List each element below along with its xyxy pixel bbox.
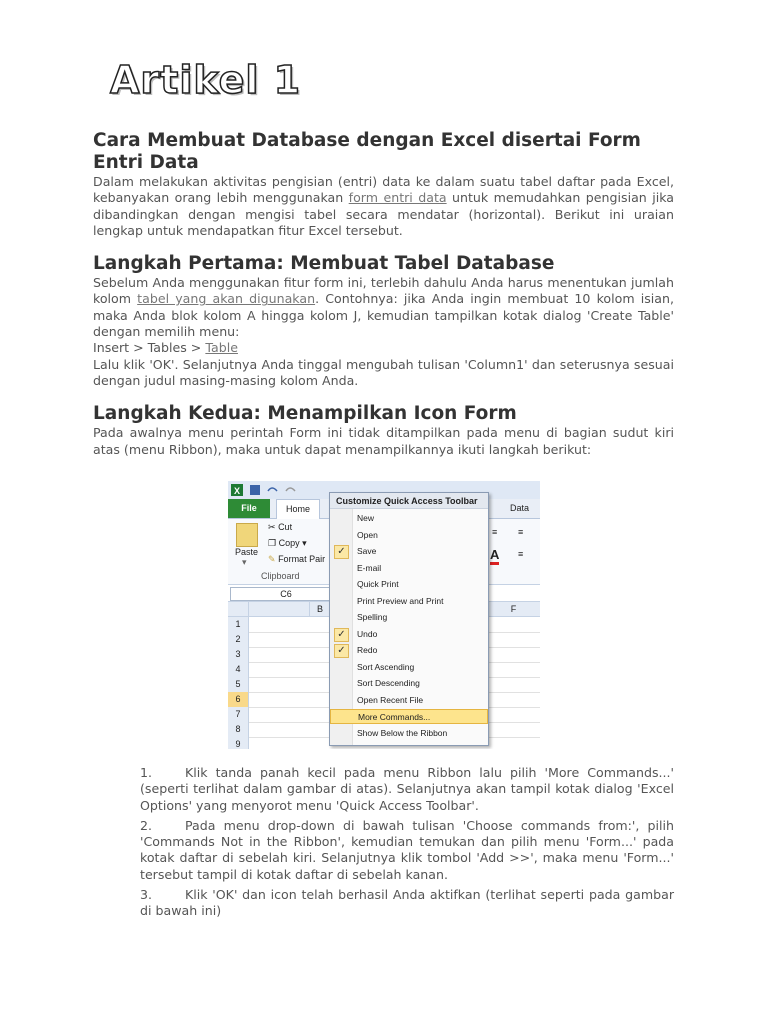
step-number: 2. [140,817,153,833]
step-text: Klik tanda panah kecil pada menu Ribbon lalu pilih 'More Commands...' (seperti terlihat dalam gambar di atas). Selanjutnya akan tampil kotak dialog 'Excel Options' yang menyorot menu 'Quick Access Toolbar'. [140,765,674,813]
menu-item-label: Spelling [357,612,388,622]
table-link[interactable]: Table [205,340,238,356]
row-header[interactable]: 5 [228,677,249,692]
menu-item-label: Open Recent File [357,694,424,705]
menu-item-e-mail[interactable] [330,561,488,576]
menu-item-label: Show Below the Ribbon [357,727,448,738]
column-header[interactable] [249,602,310,617]
row-header[interactable]: 7 [228,707,249,722]
menu-item-undo[interactable] [330,627,488,642]
excel-screenshot [228,481,540,749]
menu-item-sort-ascending[interactable] [330,660,488,675]
redo-icon [286,488,295,491]
align-icon-2[interactable]: ≡ [518,527,524,537]
intro-paragraph [93,174,674,239]
align-icon[interactable]: ≡ [492,527,498,537]
article-title: Cara Membuat Database dengan Excel disertai Form Entri Data [93,130,641,173]
menu-item-label: Sort Ascending [357,661,415,672]
step-item [140,818,674,883]
menu-item-more-commands[interactable] [330,709,488,724]
menu-path-text: Insert > Tables > [93,340,206,356]
menu-item-label: Redo [357,645,378,655]
qat-icons [228,481,308,499]
tabel-link[interactable]: tabel yang akan digunakan [137,291,316,307]
format-painter-button[interactable] [268,554,325,565]
step-text: Pada menu drop-down di bawah tulisan 'Choose commands from:', pilih 'Commands Not in the Ribbon', kemudian temukan dan pilih menu 'Form...' pada kotak daftar di sebelah kiri. Selanjutnya klik tombol 'Add >>', maka menu 'Form...' tersebut tampil di kotak daftar di sebelah kanan. [140,817,674,882]
menu-item-save[interactable] [330,544,488,559]
font-color-icon[interactable]: A [490,547,499,565]
checkmark-icon: ✓ [334,545,349,559]
intro-text: Dalam melakukan aktivitas pengisian (entri) data ke dalam suatu tabel daftar pada Excel, kebanyakan orang lebih menggunakan [93,174,674,206]
section1-heading: Langkah Pertama: Membuat Tabel Database [93,253,555,275]
menu-item-redo[interactable] [330,643,488,658]
form-entri-data-link[interactable]: form entri data [348,190,447,206]
checkmark-icon: ✓ [334,644,349,658]
row-header[interactable]: 1 [228,617,249,632]
section1-paragraph [93,275,674,340]
menu-item-quick-print[interactable] [330,577,488,592]
step-number: 3. [140,887,153,903]
section1-text-rest: . Contohnya: jika Anda ingin membuat 10 kolom isian, maka Anda blok kolom A hingga kolom J, kemudian tampilkan kotak dialog 'Create Table' dengan memilih menu: [93,291,674,340]
menu-path [93,340,674,356]
svg-text:X: X [234,486,241,496]
menu-item-open[interactable] [330,528,488,543]
step-item [140,765,674,814]
steps-list [140,765,674,924]
step-item [140,887,674,920]
menu-item-label: E-mail [357,562,382,573]
menu-item-open-recent-file[interactable] [330,693,488,708]
menu-item-label: Sort Descending [357,678,420,688]
clipboard-group-label: Clipboard [261,571,300,581]
scissors-icon: ✂ [268,522,276,532]
format-painter-label: Format Pair [278,554,326,564]
corner-header[interactable] [228,602,249,617]
row-header[interactable]: 8 [228,722,249,737]
menu-item-label: Quick Print [357,579,399,589]
menu-title: Customize Quick Access Toolbar [330,493,488,509]
column-header-b[interactable]: B [310,602,331,617]
menu-item-spelling[interactable] [330,610,488,625]
save-icon [250,485,260,495]
cut-label: Cut [278,522,293,532]
row-header[interactable]: 2 [228,632,249,647]
section2-heading: Langkah Kedua: Menampilkan Icon Form [93,403,517,425]
undo-icon [268,488,277,491]
copy-icon: ❐ [268,538,277,548]
column-header-f[interactable]: F [487,602,540,617]
tab-file[interactable]: File [228,499,270,518]
menu-item-print-preview-and-print[interactable] [330,594,488,609]
brush-icon: ✎ [268,554,276,564]
row-header[interactable]: 9 [228,737,249,749]
row-header[interactable]: 3 [228,647,249,662]
row-header[interactable]: 4 [228,662,249,677]
menu-item-label: Open [357,529,378,540]
step-number: 1. [140,765,153,780]
row-header-selected[interactable]: 6 [228,692,249,707]
article-body [93,130,674,458]
section1-paragraph-2: Lalu klik 'OK'. Selanjutnya Anda tinggal mengubah tulisan 'Column1' dan seterusnya sesuai dengan judul masing-masing kolom Anda. [93,356,674,388]
menu-item-label: More Commands... [358,712,431,722]
menu-item-sort-descending[interactable] [330,676,488,691]
tab-home[interactable]: Home [276,499,320,520]
section1-text: Sebelum Anda menggunakan fitur form ini, terlebih dahulu Anda harus menentukan jumlah kolom [93,275,674,307]
chevron-down-icon[interactable]: ▾ [242,557,247,567]
customize-qat-menu [329,492,489,746]
step-text: Klik 'OK' dan icon telah berhasil Anda aktifkan (terlihat seperti pada gambar di bawah ini) [140,887,674,919]
name-box[interactable]: C6 [230,587,342,601]
menu-item-label: Undo [357,628,378,639]
page-title: Artikel 1 [110,58,302,102]
copy-label: Copy [278,538,300,548]
menu-item-label: Print Preview and Print [357,595,444,606]
paste-label[interactable]: Paste [235,547,259,557]
copy-button[interactable]: ❐ Copy ▾ [268,538,307,548]
section2-paragraph: Pada awalnya menu perintah Form ini tidak ditampilkan pada menu di bagian sudut kiri atas (menu Ribbon), maka untuk dapat menampilkannya ikuti langkah berikut: [93,425,674,457]
intro-text-rest: untuk memudahkan pengisian jika dibandingkan dengan mengisi tabel secara mendatar (horizontal). Berikut ini uraian lengkap untuk mendapatkan fitur Excel tersebut. [93,190,674,238]
menu-item-label: Save [357,546,377,556]
menu-item-label: New [357,513,375,523]
menu-item-new[interactable] [330,511,488,526]
cut-button[interactable] [268,522,292,533]
paste-icon[interactable] [236,523,258,547]
checkmark-icon: ✓ [334,628,349,642]
tab-data[interactable]: Data [510,503,530,513]
menu-item-show-below-the-ribbon[interactable] [330,726,488,741]
align-icon-3[interactable]: ≡ [518,549,524,559]
